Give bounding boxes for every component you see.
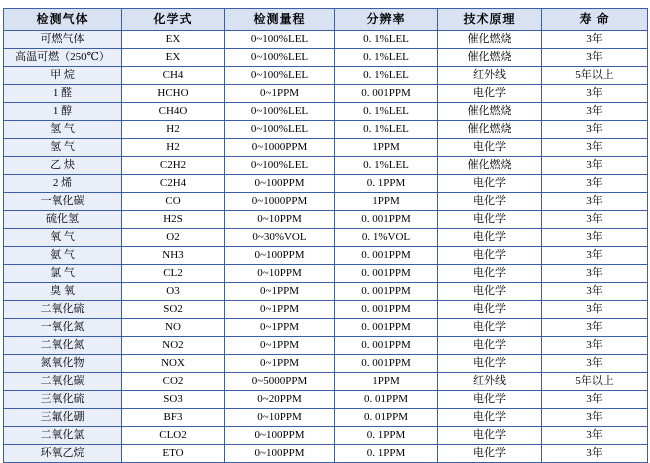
cell-lifetime: 3年 <box>542 319 648 337</box>
table-row <box>4 301 648 319</box>
cell-formula: C2H4 <box>122 175 225 193</box>
cell-gas: 一氧化碳 <box>4 193 122 211</box>
cell-formula: CO2 <box>122 373 225 391</box>
cell-resolution: 0. 001PPM <box>335 211 438 229</box>
cell-gas: 二氧化氮 <box>4 337 122 355</box>
table-row <box>4 445 648 463</box>
cell-resolution: 0. 1%LEL <box>335 31 438 49</box>
cell-gas: 1 醇 <box>4 103 122 121</box>
table-row <box>4 373 648 391</box>
cell-range: 0~100PPM <box>225 175 335 193</box>
cell-resolution: 0. 001PPM <box>335 283 438 301</box>
cell-resolution: 1PPM <box>335 139 438 157</box>
cell-lifetime: 3年 <box>542 409 648 427</box>
cell-resolution: 0. 001PPM <box>335 265 438 283</box>
cell-lifetime: 3年 <box>542 301 648 319</box>
cell-principle: 电化学 <box>438 265 542 283</box>
table-row <box>4 211 648 229</box>
cell-gas: 三氟化硼 <box>4 409 122 427</box>
cell-resolution: 0. 001PPM <box>335 247 438 265</box>
table-row <box>4 103 648 121</box>
cell-range: 0~100%LEL <box>225 103 335 121</box>
cell-lifetime: 3年 <box>542 103 648 121</box>
cell-principle: 电化学 <box>438 409 542 427</box>
table-row <box>4 193 648 211</box>
cell-formula: SO3 <box>122 391 225 409</box>
cell-principle: 电化学 <box>438 283 542 301</box>
cell-range: 0~100PPM <box>225 445 335 463</box>
cell-gas: 氯 气 <box>4 265 122 283</box>
cell-resolution: 0. 001PPM <box>335 85 438 103</box>
cell-gas: 三氧化硫 <box>4 391 122 409</box>
cell-principle: 催化燃烧 <box>438 49 542 67</box>
cell-range: 0~10PPM <box>225 211 335 229</box>
cell-formula: EX <box>122 31 225 49</box>
cell-gas: 氮氧化物 <box>4 355 122 373</box>
cell-lifetime: 3年 <box>542 427 648 445</box>
cell-resolution: 0. 1%LEL <box>335 103 438 121</box>
cell-principle: 电化学 <box>438 445 542 463</box>
cell-resolution: 0. 1PPM <box>335 445 438 463</box>
cell-resolution: 0. 001PPM <box>335 319 438 337</box>
cell-range: 0~1PPM <box>225 283 335 301</box>
cell-gas: 二氧化碳 <box>4 373 122 391</box>
cell-resolution: 1PPM <box>335 193 438 211</box>
cell-resolution: 0. 01PPM <box>335 409 438 427</box>
cell-range: 0~100PPM <box>225 247 335 265</box>
cell-principle: 电化学 <box>438 193 542 211</box>
cell-range: 0~100%LEL <box>225 157 335 175</box>
cell-lifetime: 3年 <box>542 229 648 247</box>
cell-principle: 电化学 <box>438 337 542 355</box>
cell-formula: ETO <box>122 445 225 463</box>
document-sheet <box>0 8 650 459</box>
cell-formula: H2 <box>122 139 225 157</box>
cell-gas: 环氧乙烷 <box>4 445 122 463</box>
cell-range: 0~1PPM <box>225 301 335 319</box>
cell-resolution: 0. 1%LEL <box>335 121 438 139</box>
cell-formula: NH3 <box>122 247 225 265</box>
cell-formula: NOX <box>122 355 225 373</box>
cell-range: 0~100%LEL <box>225 49 335 67</box>
cell-resolution: 0. 1%LEL <box>335 49 438 67</box>
column-header-resolution: 分辨率 <box>335 9 438 31</box>
cell-range: 0~1PPM <box>225 319 335 337</box>
cell-principle: 电化学 <box>438 247 542 265</box>
cell-formula: H2 <box>122 121 225 139</box>
cell-formula: HCHO <box>122 85 225 103</box>
cell-range: 0~10PPM <box>225 265 335 283</box>
cell-range: 0~10PPM <box>225 409 335 427</box>
cell-gas: 氢 气 <box>4 139 122 157</box>
cell-principle: 电化学 <box>438 175 542 193</box>
column-header-range: 检测量程 <box>225 9 335 31</box>
cell-formula: EX <box>122 49 225 67</box>
cell-lifetime: 3年 <box>542 211 648 229</box>
column-header-gas: 检测气体 <box>4 9 122 31</box>
table-header-row <box>4 9 648 31</box>
cell-range: 0~100%LEL <box>225 121 335 139</box>
column-header-lifetime: 寿 命 <box>542 9 648 31</box>
cell-gas: 1 醛 <box>4 85 122 103</box>
cell-lifetime: 3年 <box>542 49 648 67</box>
cell-gas: 硫化氢 <box>4 211 122 229</box>
cell-lifetime: 3年 <box>542 355 648 373</box>
cell-principle: 电化学 <box>438 355 542 373</box>
cell-gas: 2 烯 <box>4 175 122 193</box>
cell-lifetime: 5年以上 <box>542 67 648 85</box>
cell-formula: NO <box>122 319 225 337</box>
table-row <box>4 157 648 175</box>
table-row <box>4 319 648 337</box>
cell-range: 0~5000PPM <box>225 373 335 391</box>
cell-formula: H2S <box>122 211 225 229</box>
cell-gas: 甲 烷 <box>4 67 122 85</box>
cell-range: 0~100%LEL <box>225 67 335 85</box>
table-row <box>4 391 648 409</box>
cell-range: 0~1PPM <box>225 85 335 103</box>
cell-resolution: 0. 1%VOL <box>335 229 438 247</box>
cell-gas: 二氧化硫 <box>4 301 122 319</box>
cell-principle: 电化学 <box>438 211 542 229</box>
cell-gas: 可燃气体 <box>4 31 122 49</box>
table-row <box>4 355 648 373</box>
table-row <box>4 175 648 193</box>
table-row <box>4 31 648 49</box>
cell-range: 0~100PPM <box>225 427 335 445</box>
table-body <box>4 31 648 463</box>
cell-resolution: 0. 1%LEL <box>335 157 438 175</box>
cell-principle: 电化学 <box>438 85 542 103</box>
cell-resolution: 1PPM <box>335 373 438 391</box>
cell-gas: 二氧化氯 <box>4 427 122 445</box>
cell-principle: 催化燃烧 <box>438 31 542 49</box>
cell-resolution: 0. 1PPM <box>335 175 438 193</box>
cell-principle: 电化学 <box>438 427 542 445</box>
cell-gas: 乙 炔 <box>4 157 122 175</box>
cell-principle: 催化燃烧 <box>438 157 542 175</box>
cell-formula: BF3 <box>122 409 225 427</box>
cell-lifetime: 3年 <box>542 157 648 175</box>
cell-resolution: 0. 001PPM <box>335 337 438 355</box>
cell-formula: CH4O <box>122 103 225 121</box>
cell-range: 0~20PPM <box>225 391 335 409</box>
cell-principle: 电化学 <box>438 391 542 409</box>
cell-range: 0~1PPM <box>225 355 335 373</box>
cell-resolution: 0. 1PPM <box>335 427 438 445</box>
table-row <box>4 85 648 103</box>
cell-gas: 氧 气 <box>4 229 122 247</box>
table-row <box>4 139 648 157</box>
table-row <box>4 283 648 301</box>
table-row <box>4 49 648 67</box>
cell-range: 0~1PPM <box>225 337 335 355</box>
cell-resolution: 0. 001PPM <box>335 301 438 319</box>
cell-principle: 电化学 <box>438 319 542 337</box>
cell-lifetime: 5年以上 <box>542 373 648 391</box>
cell-principle: 电化学 <box>438 301 542 319</box>
cell-lifetime: 3年 <box>542 247 648 265</box>
cell-formula: CLO2 <box>122 427 225 445</box>
table-row <box>4 427 648 445</box>
cell-lifetime: 3年 <box>542 445 648 463</box>
cell-formula: O3 <box>122 283 225 301</box>
cell-formula: CL2 <box>122 265 225 283</box>
cell-lifetime: 3年 <box>542 85 648 103</box>
cell-formula: O2 <box>122 229 225 247</box>
cell-lifetime: 3年 <box>542 337 648 355</box>
cell-formula: CO <box>122 193 225 211</box>
cell-lifetime: 3年 <box>542 283 648 301</box>
cell-gas: 臭 氧 <box>4 283 122 301</box>
cell-gas: 高温可燃（250℃） <box>4 49 122 67</box>
cell-lifetime: 3年 <box>542 121 648 139</box>
table-row <box>4 247 648 265</box>
table-row <box>4 337 648 355</box>
table-row <box>4 67 648 85</box>
cell-lifetime: 3年 <box>542 193 648 211</box>
cell-lifetime: 3年 <box>542 31 648 49</box>
cell-resolution: 0. 1%LEL <box>335 67 438 85</box>
cell-lifetime: 3年 <box>542 265 648 283</box>
cell-principle: 催化燃烧 <box>438 103 542 121</box>
cell-formula: CH4 <box>122 67 225 85</box>
cell-formula: NO2 <box>122 337 225 355</box>
cell-resolution: 0. 001PPM <box>335 355 438 373</box>
cell-gas: 氢 气 <box>4 121 122 139</box>
cell-principle: 电化学 <box>438 229 542 247</box>
cell-resolution: 0. 01PPM <box>335 391 438 409</box>
column-header-principle: 技术原理 <box>438 9 542 31</box>
table-row <box>4 229 648 247</box>
cell-principle: 电化学 <box>438 139 542 157</box>
cell-formula: SO2 <box>122 301 225 319</box>
cell-range: 0~30%VOL <box>225 229 335 247</box>
cell-formula: C2H2 <box>122 157 225 175</box>
cell-range: 0~1000PPM <box>225 193 335 211</box>
cell-principle: 红外线 <box>438 67 542 85</box>
cell-lifetime: 3年 <box>542 139 648 157</box>
table-row <box>4 265 648 283</box>
cell-range: 0~100%LEL <box>225 31 335 49</box>
gas-specification-table <box>3 8 648 463</box>
cell-range: 0~1000PPM <box>225 139 335 157</box>
cell-gas: 氨 气 <box>4 247 122 265</box>
cell-gas: 一氧化氮 <box>4 319 122 337</box>
cell-principle: 红外线 <box>438 373 542 391</box>
cell-lifetime: 3年 <box>542 175 648 193</box>
cell-principle: 催化燃烧 <box>438 121 542 139</box>
column-header-formula: 化学式 <box>122 9 225 31</box>
cell-lifetime: 3年 <box>542 391 648 409</box>
table-row <box>4 121 648 139</box>
table-row <box>4 409 648 427</box>
